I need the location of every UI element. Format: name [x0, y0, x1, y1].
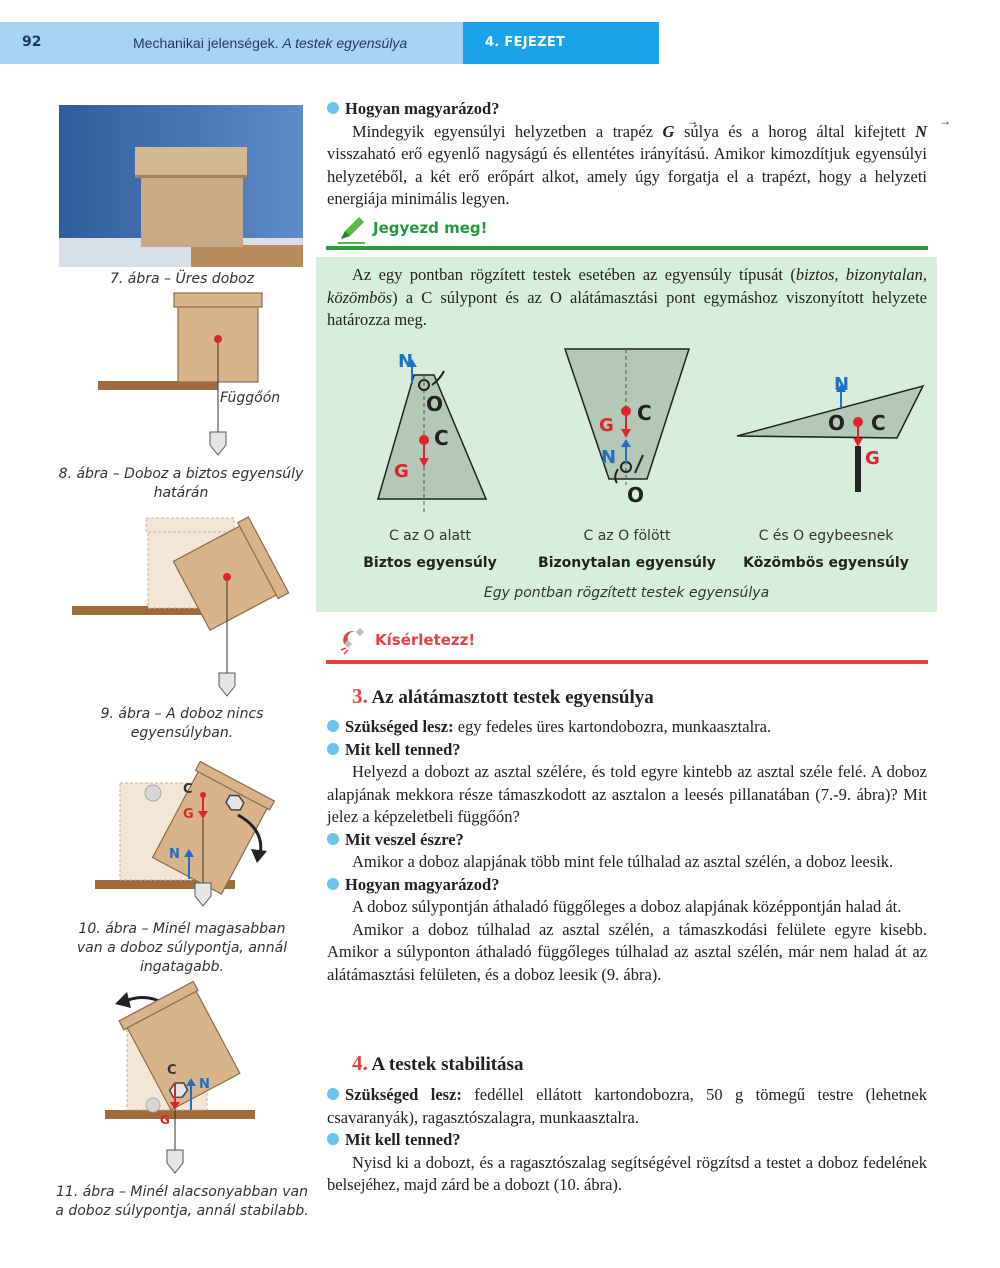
magnet-icon — [338, 626, 368, 656]
fig7-photo — [59, 105, 303, 267]
svg-text:C: C — [183, 782, 193, 797]
vector-G: → G — [663, 122, 675, 141]
bullet-icon — [327, 102, 339, 114]
svg-text:C: C — [871, 411, 886, 435]
pencil-icon — [337, 214, 367, 244]
svg-text:N: N — [834, 374, 850, 395]
diagrams-caption: Egy pontban rögzített testek egyensúlya — [483, 585, 770, 601]
neutral-equilibrium-diagram — [735, 368, 935, 498]
note-text: Az egy pontban rögzített testek esetében az egyensúly típusát (biztos, bizonytalan, közömbös) a C súlypont és az O alátámasztási pont egymáshoz viszonyított helyzete határozza meg. — [327, 265, 927, 329]
svg-text:O: O — [828, 411, 846, 435]
section4-body: Szükséged lesz: fedéllel ellátott kartondobozra, 50 g tömegű testre (lehetnek csavaranyák), ragasztószalagra, munkaasztalra. Mit kell tenned? Nyisd ki a dobozt, és a ragasztószalag segítségével rögzítsd a testet a doboz fedelének belsejéhez, majd zárd be a dobozt (10. ábra). — [327, 1085, 928, 1194]
fig9-caption: 9. ábra – A doboz nincs egyensúlyban. — [100, 706, 264, 741]
chapter-label: 4. FEJEZET — [485, 35, 566, 50]
svg-text:N: N — [199, 1077, 210, 1092]
svg-text:G: G — [183, 807, 194, 822]
unstable-position-label: C az O fölött — [583, 528, 671, 544]
bullet-icon — [327, 1133, 339, 1145]
section3-title: 3. Az alátámasztott testek egyensúlya — [352, 684, 654, 708]
section3-body: Szükséged lesz: egy fedeles üres kartondobozra, munkaasztalra. Mit kell tenned? Helyezd a dobozt az asztal szélére, és told egyre kintebb az asztal széle felé. A doboz alapjának mekkora része támaszkodott az asztalon a leesés pillanatában (7.-9. ábra)? Mit jelez a képzeletbeli függőón? Mit veszel észre? Amikor a doboz alapjának több mint fele túlhalad az asztal szélén, a doboz leesik. Hogyan magyarázod? A doboz súlypontján áthaladó függőleges a doboz alapjának középpontján halad át. Amikor a doboz túlhalad az asztal szélén, a támaszkodási felülete egyre kisebb. Amikor a súlyponton áthaladó függőleges túlhalad az asztal szélén, már nem halad át az alátámasztási felületen, és a doboz leesik (9. ábra). — [327, 717, 927, 984]
svg-text:C: C — [637, 401, 652, 425]
svg-text:N: N — [601, 447, 617, 468]
fig10-diagram — [95, 755, 285, 915]
svg-text:N: N — [169, 847, 180, 862]
svg-text:C: C — [167, 1063, 177, 1078]
bullet-icon — [327, 1088, 339, 1100]
experiment-label: Kísérletezz! — [375, 631, 476, 649]
note-label: Jegyezd meg! — [373, 219, 488, 237]
unstable-type-label: Bizonytalan egyensúly — [538, 555, 716, 571]
fig9-diagram — [72, 515, 302, 705]
svg-text:G: G — [160, 1113, 170, 1127]
section4-title: 4. A testek stabilitása — [352, 1051, 524, 1075]
fig8-plumb-label: Függőón — [220, 390, 281, 406]
svg-text:G: G — [394, 461, 409, 482]
fig10-caption: 10. ábra – Minél magasabban van a doboz súlypontja, annál ingatagabb. — [76, 921, 288, 975]
stable-position-label: C az O alatt — [388, 528, 472, 544]
fig7-caption: 7. ábra – Üres doboz — [109, 271, 255, 287]
fig8-diagram — [98, 290, 268, 460]
unstable-equilibrium-diagram — [563, 345, 703, 510]
fig11-diagram — [105, 980, 285, 1180]
svg-text:G: G — [865, 448, 880, 469]
neutral-position-label: C és O egybeesnek — [758, 528, 894, 544]
fig11-caption: 11. ábra – Minél alacsonyabban van a doboz súlypontja, annál stabilabb. — [55, 1184, 309, 1219]
svg-text:N: N — [398, 351, 414, 372]
svg-text:O: O — [627, 483, 645, 507]
vector-N: → N — [915, 122, 927, 141]
bullet-icon — [327, 720, 339, 732]
page-number: 92 — [22, 34, 42, 50]
svg-text:G: G — [599, 415, 614, 436]
explain-heading: Hogyan magyarázod? — [345, 99, 500, 118]
neutral-type-label: Közömbös egyensúly — [743, 555, 909, 571]
stable-equilibrium-diagram — [370, 345, 490, 505]
bullet-icon — [327, 878, 339, 890]
experiment-rule — [326, 660, 928, 664]
stable-type-label: Biztos egyensúly — [363, 555, 497, 571]
bullet-icon — [327, 743, 339, 755]
svg-text:O: O — [426, 392, 444, 416]
explain-block: Hogyan magyarázod? Mindegyik egyensúlyi helyzetben a trapéz → G súlya és a horog által kifejtett → N visszaható erő egyenlő nagyságú és ellentétes irányítású. Amikor kimozdítjuk egyensúlyi helyzetéből, a két erő erőpárt alkot, amely úgy forgatja el a trapézt, hogy a helyzeti energiája minimális legyen. — [327, 98, 927, 211]
running-title: Mechanikai jelenségek. A testek egyensúlya — [133, 35, 408, 51]
svg-text:C: C — [434, 426, 449, 450]
note-rule — [326, 246, 928, 250]
bullet-icon — [327, 833, 339, 845]
fig8-caption: 8. ábra – Doboz a biztos egyensúly határán — [58, 466, 304, 501]
